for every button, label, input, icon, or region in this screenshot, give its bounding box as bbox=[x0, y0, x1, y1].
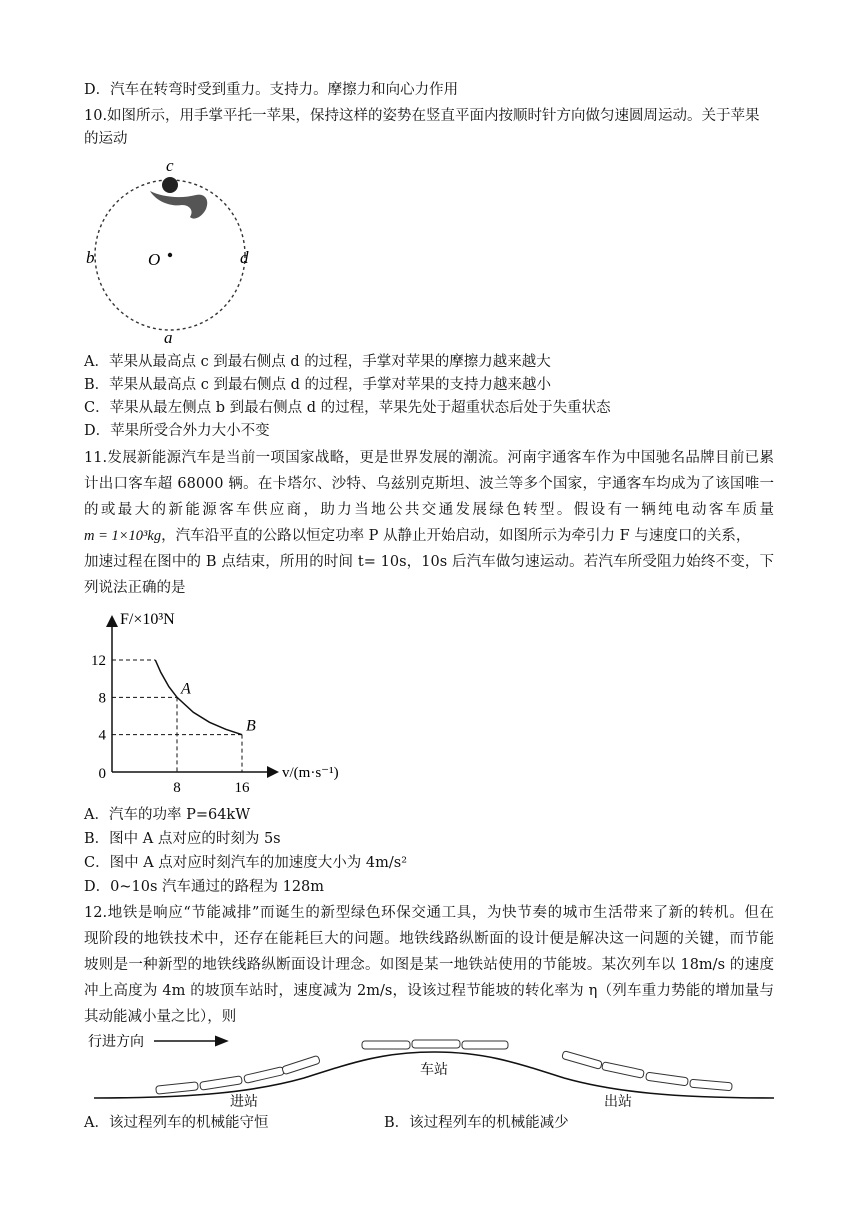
q12-stem-line1: 12.地铁是响应“节能减排”而诞生的新型绿色环保交通工具，为快节奏的城市生活带来了新的转机。但在 bbox=[84, 905, 774, 921]
train-entering bbox=[156, 1055, 321, 1094]
q10-option-a: A．苹果从最高点 c 到最右侧点 d 的过程，手掌对苹果的摩擦力越来越大 bbox=[84, 354, 551, 370]
q10-option-c: C．苹果从最左侧点 b 到最右侧点 d 的过程，苹果先处于超重状态后处于失重状态 bbox=[84, 400, 611, 416]
q10-circle-figure bbox=[78, 155, 268, 347]
y-tick-12: 12 bbox=[91, 653, 106, 669]
y-tick-8: 8 bbox=[98, 690, 106, 707]
x-tick-16: 16 bbox=[234, 780, 250, 796]
q11-stem-line4 bbox=[84, 525, 750, 547]
q12-slope-figure bbox=[84, 1030, 784, 1110]
station-label: 车站 bbox=[420, 1063, 448, 1078]
y-axis-label: F/×10³N bbox=[120, 611, 175, 628]
point-label-A: A bbox=[181, 680, 191, 698]
q10-stem-line2: 的运动 bbox=[84, 131, 128, 147]
q11-option-c: C．图中 A 点对应时刻汽车的加速度大小为 4m/s² bbox=[84, 855, 408, 871]
q10-stem-line1: 10.如图所示，用手掌平托一苹果，保持这样的姿势在竖直平面内按顺时针方向做匀速圆周运动。关于苹果 bbox=[84, 108, 760, 124]
q12-stem-line5: 其动能减小量之比），则 bbox=[84, 1009, 237, 1025]
train-exiting bbox=[562, 1051, 733, 1091]
q10-option-b: B．苹果从最高点 c 到最右侧点 d 的过程，手掌对苹果的支持力越来越小 bbox=[84, 377, 551, 393]
q11-stem-line6: 列说法正确的是 bbox=[84, 580, 186, 596]
exit-label: 出站 bbox=[604, 1095, 632, 1110]
hand-icon bbox=[150, 191, 207, 219]
q11-force-velocity-chart bbox=[86, 604, 376, 796]
q12-stem-line2: 现阶段的地铁技术中，还存在能耗巨大的问题。地铁线路纵断面的设计便是解决这一问题的关键，而节能 bbox=[84, 931, 774, 947]
q10-option-d: D．苹果所受合外力大小不变 bbox=[84, 423, 270, 439]
apple-icon bbox=[162, 177, 178, 193]
q11-stem-line3: 的或最大的新能源客车供应商，助力当地公共交通发展绿色转型。假设有一辆纯电动客车质量 bbox=[84, 502, 774, 518]
x-tick-8: 8 bbox=[173, 780, 181, 796]
train-station bbox=[362, 1040, 508, 1049]
q12-option-b: B．该过程列车的机械能减少 bbox=[384, 1115, 569, 1131]
q12-stem-line3: 坡则是一种新型的地铁线路纵断面设计理念。如图是某一地铁站使用的节能坡。某次列车以 18m/s 的速度 bbox=[84, 957, 774, 973]
y-tick-4: 4 bbox=[98, 727, 106, 744]
mass-formula: m = 1×10³kg bbox=[84, 528, 162, 544]
label-d: d bbox=[240, 248, 249, 267]
label-b: b bbox=[86, 248, 95, 267]
q9-option-d: D．汽车在转弯时受到重力。支持力。摩擦力和向心力作用 bbox=[84, 82, 459, 98]
point-label-B: B bbox=[246, 717, 256, 735]
q11-stem-line5: 加速过程在图中的 B 点结束，所用的时间 t= 10s，10s 后汽车做匀速运动。若汽车所受阻力始终不变，下 bbox=[84, 554, 774, 570]
center-dot bbox=[168, 253, 172, 257]
label-o: O bbox=[148, 250, 161, 269]
q12-stem-line4: 冲上高度为 4m 的坡顶车站时，速度减为 2m/s，设该过程节能坡的转化率为 η（列车重力势能的增加量与 bbox=[84, 983, 774, 999]
q12-option-a: A．该过程列车的机械能守恒 bbox=[84, 1115, 269, 1131]
chart-marks bbox=[91, 653, 256, 796]
label-a: a bbox=[164, 328, 173, 347]
q11-option-a: A．汽车的功率 P=64kW bbox=[84, 807, 251, 823]
q11-option-b: B．图中 A 点对应的时刻为 5s bbox=[84, 831, 281, 847]
x-tick-0: 0 bbox=[98, 766, 106, 782]
q11-stem-line2: 计出口客车超 68000 辆。在卡塔尔、沙特、乌兹别克斯坦、波兰等多个国家，宇通客车均成为了该国唯一 bbox=[84, 476, 774, 492]
x-axis-label: v/(m·s⁻¹) bbox=[282, 765, 339, 781]
direction-label: 行进方向 bbox=[88, 1035, 144, 1050]
q11-stem-line4-rest: ，汽车沿平直的公路以恒定功率 P 从静止开始启动，如图所示为牵引力 F 与速度口的关系， bbox=[161, 528, 751, 544]
q11-stem-line1: 11.发展新能源汽车是当前一项国家战略，更是世界发展的潮流。河南宇通客车作为中国驰名品牌目前已累 bbox=[84, 450, 774, 466]
label-c: c bbox=[166, 156, 174, 175]
enter-label: 进站 bbox=[230, 1095, 258, 1110]
q11-option-d: D．0~10s 汽车通过的路程为 128m bbox=[84, 879, 325, 895]
